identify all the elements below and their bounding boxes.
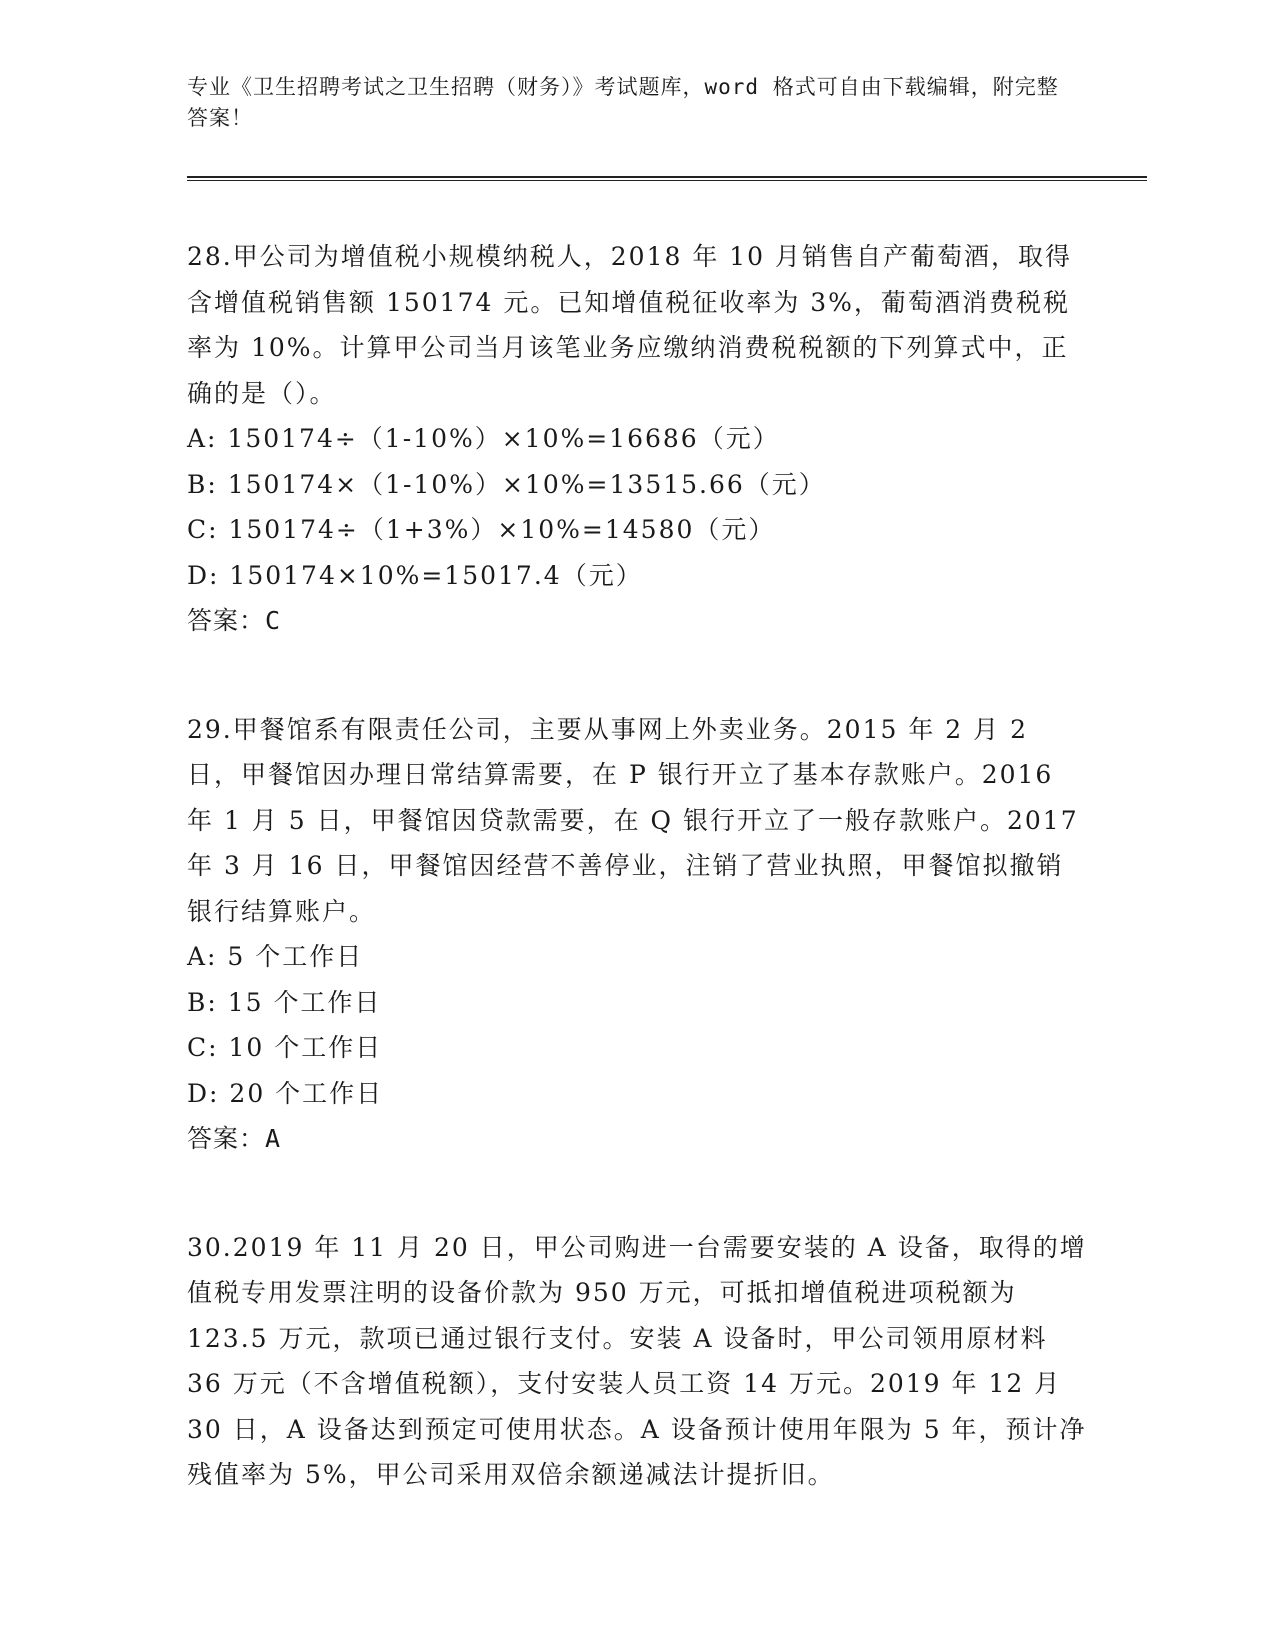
- question-29: [187, 707, 1087, 1162]
- question-30: [187, 1225, 1087, 1498]
- option-d: D: 20 个工作日: [187, 1078, 384, 1108]
- question-text: 30.2019 年 11 月 20 日，甲公司购进一台需要安装的 A 设备，取得的增值税专用发票注明的设备价款为 950 万元，可抵扣增值税进项税额为 123.5 万元，款项已通过银行支付。安装 A 设备时，甲公司领用原材料 36 万元（不含增值税额），支付安装人员工资 14 万元。2019 年 12 月 30 日，A 设备达到预定可使用状态。A 设备预计使用年限为 5 年，预计净残值率为 5%，甲公司采用双倍余额递减法计提折旧。: [187, 1232, 1087, 1489]
- question-list: [187, 234, 1087, 1498]
- option-a: A: 150174÷（1-10%）×10%=16686（元）: [187, 424, 780, 453]
- option-b: B: 150174×（1-10%）×10%=13515.66（元）: [187, 469, 826, 499]
- question-text: 28.甲公司为增值税小规模纳税人，2018 年 10 月销售自产葡萄酒，取得含增值税销售额 150174 元。已知增值税征收率为 3%，葡萄酒消费税税率为 10%。计算甲公司当月该笔业务应缴纳消费税税额的下列算式中，正确的是（）。: [187, 242, 1073, 408]
- answer-label: 答案：C: [187, 606, 282, 635]
- option-a: A: 5 个工作日: [187, 942, 364, 971]
- option-d: D: 150174×10%=15017.4（元）: [187, 560, 643, 590]
- option-b: B: 15 个工作日: [187, 987, 382, 1017]
- spacer: [187, 644, 1087, 707]
- question-28: [187, 234, 1087, 644]
- page-header: 专业《卫生招聘考试之卫生招聘（财务）》考试题库，word 格式可自由下载编辑，附完整答案！: [187, 75, 1059, 130]
- answer-label: 答案：A: [187, 1124, 282, 1153]
- spacer: [187, 1162, 1087, 1225]
- option-c: C: 10 个工作日: [187, 1033, 383, 1062]
- header-divider: [187, 176, 1147, 181]
- question-text: 29.甲餐馆系有限责任公司，主要从事网上外卖业务。2015 年 2 月 2 日，甲餐馆因办理日常结算需要，在 P 银行开立了基本存款账户。2016 年 1 月 5 日，甲餐馆因贷款需要，在 Q 银行开立了一般存款账户。2017 年 3 月 16 日，甲餐馆因经营不善停业，注销了营业执照，甲餐馆拟撤销银行结算账户。: [187, 714, 1079, 926]
- option-c: C: 150174÷（1+3%）×10%=14580（元）: [187, 515, 776, 544]
